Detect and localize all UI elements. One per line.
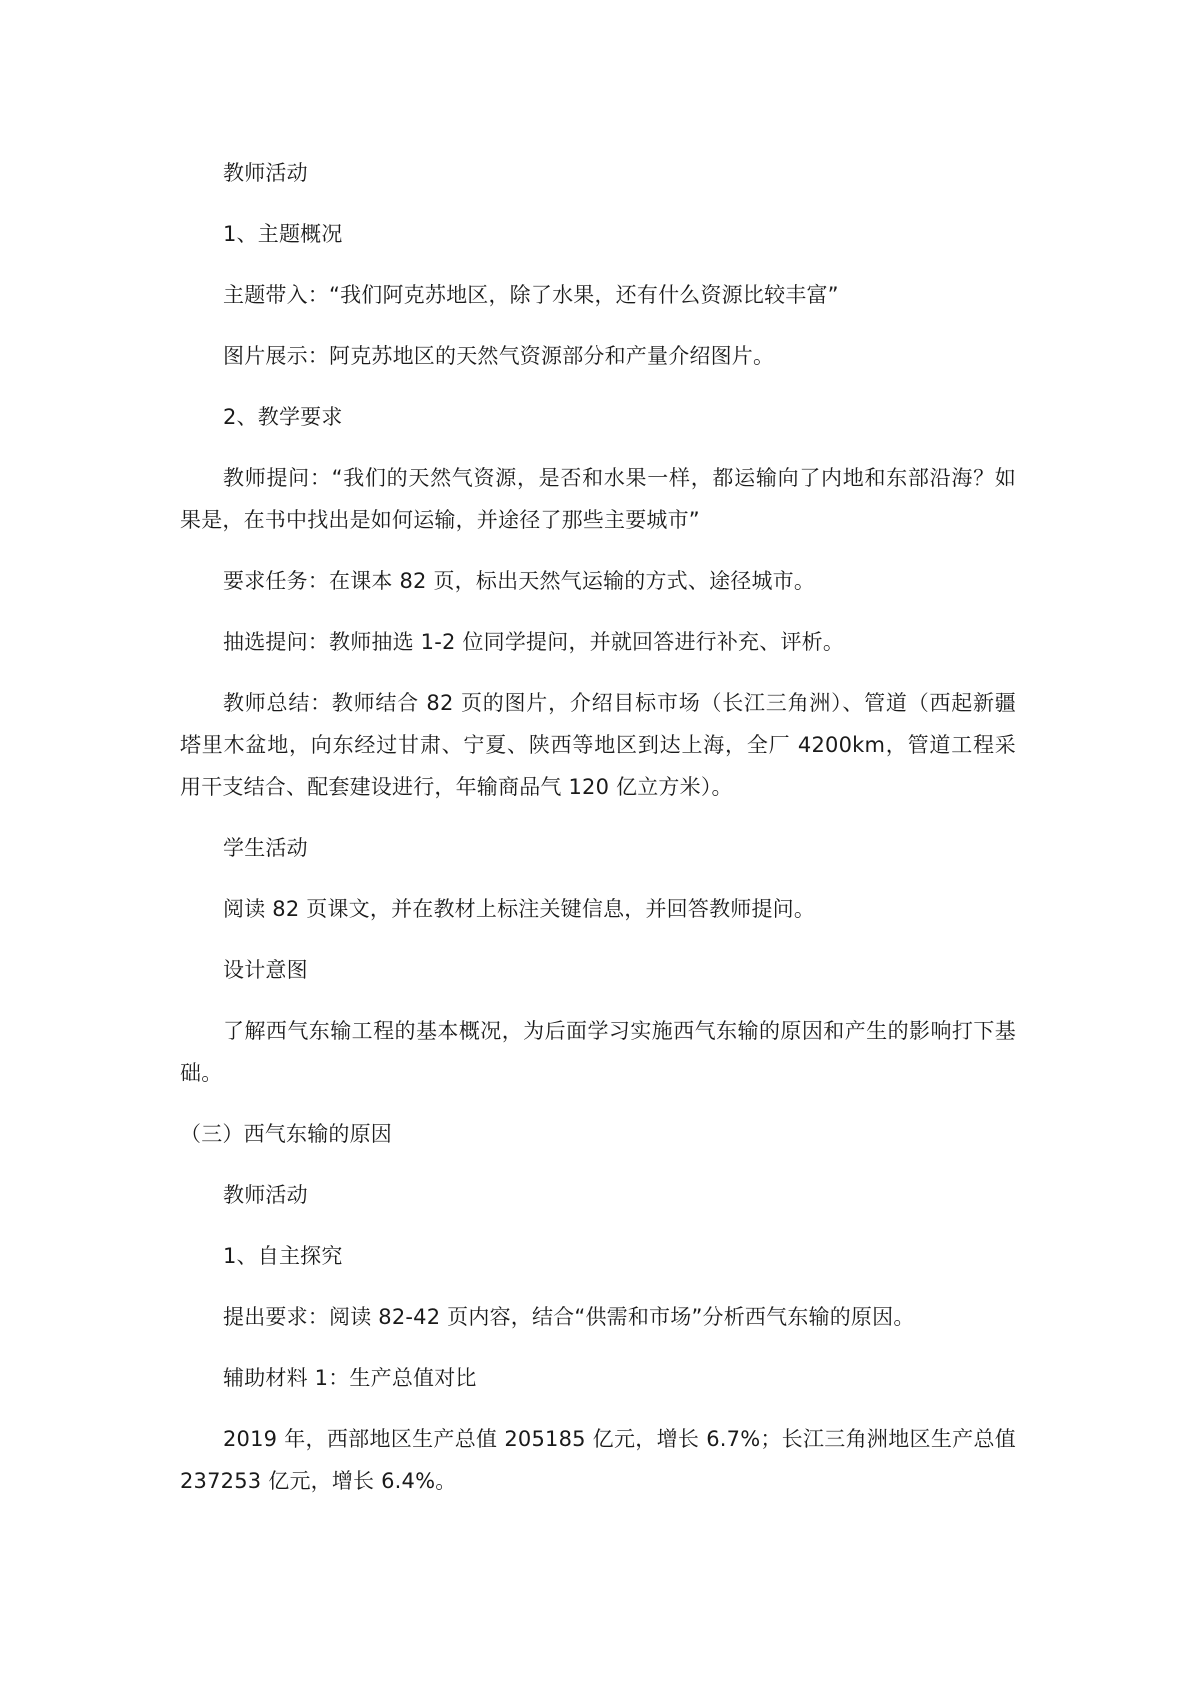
section-heading-reasons: （三）西气东输的原因 bbox=[180, 1122, 392, 1146]
paragraph-self-inquiry-heading: 1、自主探究 bbox=[223, 1244, 343, 1268]
paragraph-teacher-question: 教师提问：“我们的天然气资源，是否和水果一样，都运输向了内地和东部沿海？如果是，在书中找出是如何运输，并途径了那些主要城市” bbox=[180, 466, 1016, 532]
paragraph-reading-task: 阅读 82 页课文，并在教材上标注关键信息，并回答教师提问。 bbox=[223, 897, 816, 921]
paragraph-teacher-activity-heading: 教师活动 bbox=[223, 161, 308, 185]
paragraph-requirement-proposal: 提出要求：阅读 82-42 页内容，结合“供需和市场”分析西气东输的原因。 bbox=[223, 1305, 915, 1329]
paragraph-design-intent: 了解西气东输工程的基本概况，为后面学习实施西气东输的原因和产生的影响打下基础。 bbox=[180, 1019, 1016, 1085]
paragraph-teacher-activity-heading-2: 教师活动 bbox=[223, 1183, 308, 1207]
paragraph-material-1-title: 辅助材料 1：生产总值对比 bbox=[223, 1366, 477, 1390]
paragraph-design-intent-heading: 设计意图 bbox=[223, 958, 308, 982]
paragraph-image-display: 图片展示：阿克苏地区的天然气资源部分和产量介绍图片。 bbox=[223, 344, 775, 368]
document-page bbox=[180, 152, 1016, 1521]
paragraph-teacher-summary: 教师总结：教师结合 82 页的图片，介绍目标市场（长江三角洲）、管道（西起新疆塔里木盆地，向东经过甘肃、宁夏、陕西等地区到达上海，全厂 4200km，管道工程采用干支结合、配套建设进行，年输商品气 120 亿立方米）。 bbox=[180, 691, 1016, 799]
paragraph-teaching-requirements-heading: 2、教学要求 bbox=[223, 405, 343, 429]
paragraph-student-activity-heading: 学生活动 bbox=[223, 836, 308, 860]
paragraph-selected-questioning: 抽选提问：教师抽选 1-2 位同学提问，并就回答进行补充、评析。 bbox=[223, 630, 845, 654]
paragraph-topic-overview-heading: 1、主题概况 bbox=[223, 222, 343, 246]
paragraph-topic-intro: 主题带入：“我们阿克苏地区，除了水果，还有什么资源比较丰富” bbox=[223, 283, 839, 307]
paragraph-gdp-comparison: 2019 年，西部地区生产总值 205185 亿元，增长 6.7%；长江三角洲地区生产总值 237253 亿元，增长 6.4%。 bbox=[180, 1427, 1016, 1493]
paragraph-task-requirement: 要求任务：在课本 82 页，标出天然气运输的方式、途径城市。 bbox=[223, 569, 816, 593]
